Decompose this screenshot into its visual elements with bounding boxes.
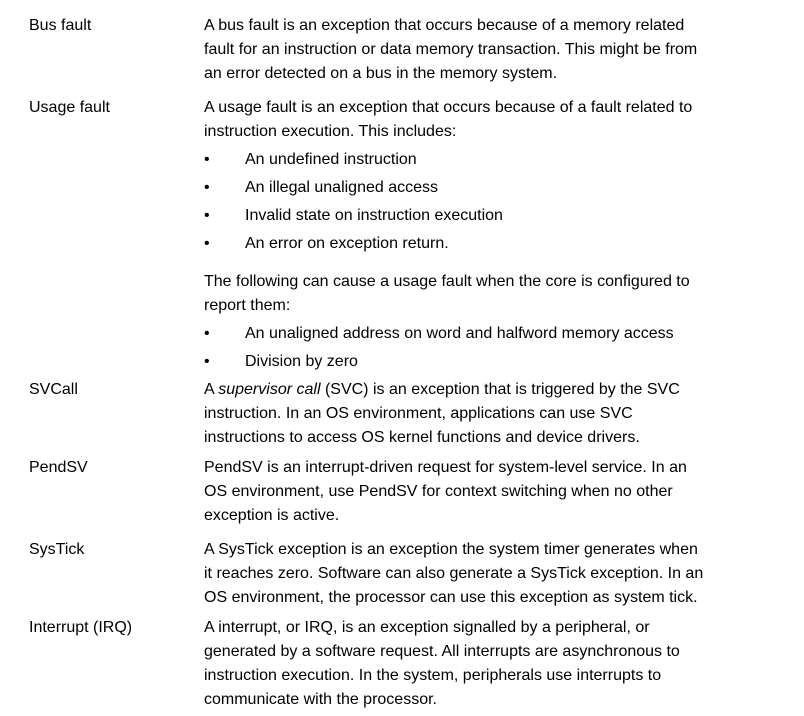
list-item	[204, 350, 796, 378]
usage-fault-causes-list	[204, 148, 796, 260]
list-item-text: An undefined instruction	[245, 151, 417, 168]
italic-term: supervisor call	[218, 381, 321, 398]
list-item-text: An error on exception return.	[245, 235, 449, 252]
list-item	[204, 148, 796, 176]
term-systick: SysTick	[29, 541, 85, 558]
desc-line: A interrupt, or IRQ, is an exception signalled by a peripheral, or	[204, 619, 650, 636]
desc-line: report them:	[204, 297, 291, 314]
desc-line: fault for an instruction or data memory transaction. This might be from	[204, 41, 698, 58]
bullet-icon: •	[204, 325, 210, 342]
configurable-usage-fault-list	[204, 322, 796, 378]
bullet-icon: •	[204, 151, 210, 168]
desc-line: it reaches zero. Software can also generate a SysTick exception. In an	[204, 565, 704, 582]
desc-line: instruction. In an OS environment, applications can use SVC	[204, 405, 633, 422]
bullet-icon: •	[204, 179, 210, 196]
description-interrupt-irq	[204, 616, 796, 712]
desc-line: communicate with the processor.	[204, 691, 437, 708]
desc-line: A bus fault is an exception that occurs because of a memory related	[204, 17, 685, 34]
desc-line: instruction execution. This includes:	[204, 123, 457, 140]
desc-line: PendSV is an interrupt-driven request for system-level service. In an	[204, 459, 687, 476]
list-item-text: An illegal unaligned access	[245, 179, 439, 196]
term-svcall: SVCall	[29, 381, 78, 398]
bullet-icon: •	[204, 235, 210, 252]
list-item	[204, 204, 796, 232]
desc-line: exception is active.	[204, 507, 340, 524]
desc-line	[204, 378, 796, 402]
list-item	[204, 232, 796, 260]
description-pendsv	[204, 456, 796, 528]
desc-line: an error detected on a bus in the memory system.	[204, 65, 558, 82]
list-item-text: Division by zero	[245, 353, 358, 370]
desc-line: OS environment, use PendSV for context switching when no other	[204, 483, 673, 500]
desc-line: A usage fault is an exception that occurs because of a fault related to	[204, 99, 693, 116]
desc-line: A SysTick exception is an exception the system timer generates when	[204, 541, 698, 558]
desc-text: (SVC) is an exception that is triggered by the SVC	[320, 381, 680, 398]
term-usage-fault: Usage fault	[29, 99, 110, 116]
desc-text: A	[204, 381, 219, 398]
description-systick	[204, 538, 796, 610]
list-item	[204, 322, 796, 350]
desc-line: generated by a software request. All interrupts are asynchronous to	[204, 643, 680, 660]
description-bus-fault	[204, 14, 796, 86]
term-pendsv: PendSV	[29, 459, 88, 476]
list-item	[204, 176, 796, 204]
list-item-text: Invalid state on instruction execution	[245, 207, 503, 224]
desc-line: instruction execution. In the system, peripherals use interrupts to	[204, 667, 662, 684]
term-bus-fault: Bus fault	[29, 17, 92, 34]
term-interrupt-irq: Interrupt (IRQ)	[29, 619, 133, 636]
description-svcall	[204, 378, 796, 450]
desc-line: The following can cause a usage fault when the core is configured to	[204, 273, 690, 290]
description-usage-fault	[204, 96, 796, 378]
bullet-icon: •	[204, 207, 210, 224]
desc-line: OS environment, the processor can use this exception as system tick.	[204, 589, 698, 606]
desc-line: instructions to access OS kernel functions and device drivers.	[204, 429, 640, 446]
list-item-text: An unaligned address on word and halfword memory access	[245, 325, 674, 342]
bullet-icon: •	[204, 353, 210, 370]
